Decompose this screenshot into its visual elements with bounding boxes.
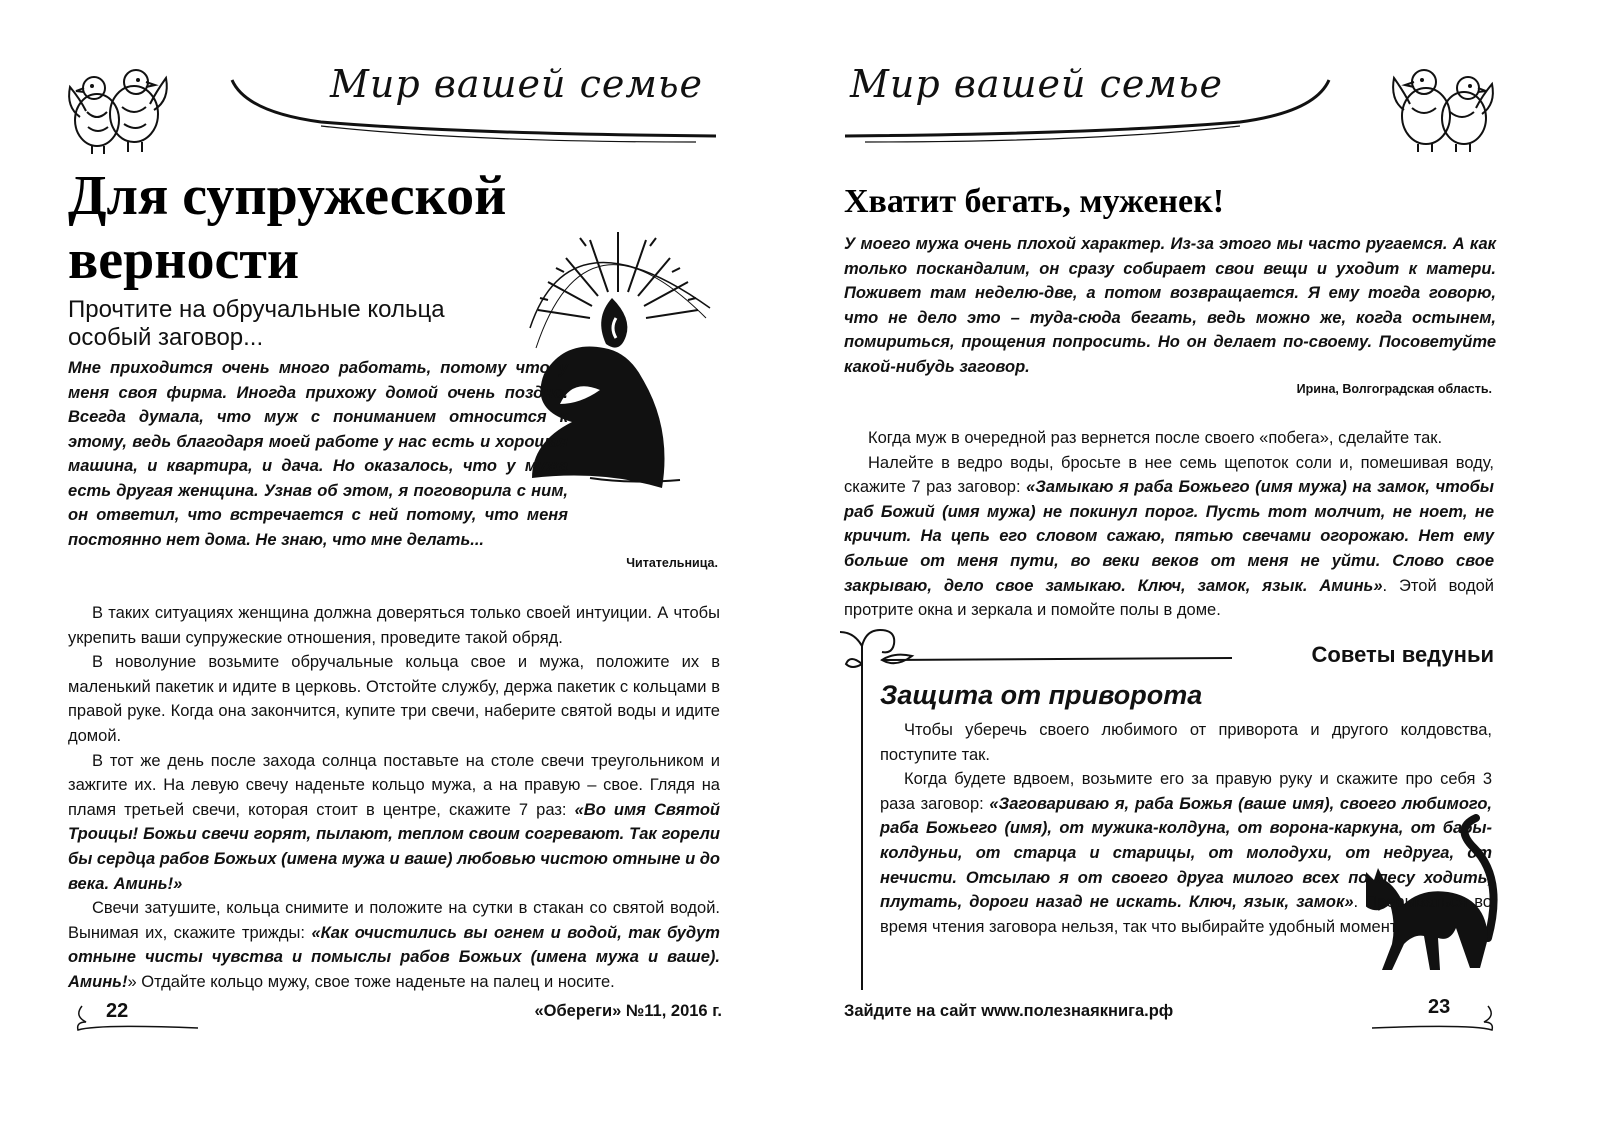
- body-paragraph: [844, 451, 1494, 623]
- page-number: 22: [106, 1000, 129, 1022]
- article-lead: Прочтите на обручальные кольца особый заговор...: [68, 296, 445, 351]
- article-title: Хватит бегать, муженек!: [844, 183, 1225, 220]
- body-text: . Прерываться во время чтения заговора нельзя, так что выбирайте удобный момент.: [880, 893, 1492, 936]
- body-text: » Отдайте кольцо мужу, свое тоже наденьте на палец и носите.: [127, 972, 615, 991]
- body-paragraph: Чтобы уберечь своего любимого от приворота и другого колдовства, поступите так.: [880, 721, 1492, 764]
- letter-signature: Ирина, Волгоградская область.: [1296, 382, 1492, 396]
- letter-signature: Читательница.: [626, 556, 718, 570]
- tips-box-label: Советы ведуньи: [1311, 642, 1494, 667]
- body-paragraph: В таких ситуациях женщина должна доверяться только своей интуиции. А чтобы укрепить ваши супружеские отношения, проведите такой обряд.: [68, 604, 720, 647]
- body-text: . Этой водой протрите окна и зеркала и помойте полы в доме.: [844, 576, 1495, 620]
- issue-footer: «Обереги» №11, 2016 г.: [534, 1002, 722, 1020]
- body-text: Налейте в ведро воды, бросьте в нее семь щепоток соли и, помешивая воду, скажите 7 раз заговор:: [844, 453, 1494, 497]
- article-title-line1: Для супружеской: [68, 165, 507, 227]
- article-title-line2: верности: [68, 229, 300, 291]
- body-paragraph: [880, 767, 1492, 939]
- website-footer: Зайдите на сайт www.полезнаякнига.рф: [844, 1002, 1174, 1020]
- incantation-text: «Замыкаю я раба Божьего (имя мужа) на замок, чтобы раб Божий (имя мужа) не покинул порог. Пусть тот молчит, не ноет, не кричит. На цепь его словом сажаю, пятью свечами огорожаю. Нет ему больше от меня пути, во веки веков от меня не уйти. Слово свое закрываю, дело свое замыкаю. Ключ, замок, язык. Аминь»: [844, 478, 1494, 595]
- section-header: Мир вашей семье: [850, 62, 1224, 106]
- body-paragraph: Когда муж в очередной раз вернется после своего «побега», сделайте так.: [868, 429, 1443, 447]
- tips-box-title: Защита от приворота: [880, 680, 1203, 710]
- incantation-text: «Как очистились вы огнем и водой, так будут отныне чисты чувства и помыслы рабов Божьих (имена мужа и ваше). Аминь!: [68, 923, 720, 991]
- body-paragraph: [68, 749, 720, 897]
- folio-ornament: [72, 1002, 202, 1038]
- article-body: [844, 426, 1494, 623]
- body-paragraph: В новолуние возьмите обручальные кольца свое и мужа, положите их в маленький пакетик и идите в церковь. Отстойте службу, держа пакетик с кольцами в правой руке. Когда она закончится, купите три свечи, наберите святой воды и идите домой.: [68, 653, 720, 745]
- right-page: [800, 0, 1600, 1134]
- article-body: [68, 601, 720, 995]
- page-number: 23: [1428, 996, 1451, 1018]
- pigeons-illustration: [62, 62, 172, 154]
- section-header: Мир вашей семье: [330, 62, 704, 106]
- article-title: [68, 164, 506, 292]
- incantation-text: «Во имя Святой Троицы! Божьи свечи горят, пылают, теплом своим согревают. Так горели бы сердца рабов Божьих (имена мужа и ваше) любовью чистою отныне и до века. Аминь!»: [68, 800, 721, 893]
- body-paragraph: [68, 896, 720, 994]
- reader-letter: У моего мужа очень плохой характер. Из-за этого мы часто ругаемся. А как только поскандалим, он сразу собирает свои вещи и уходит к матери. Поживет там неделю-две, а потом возвращается. Я ему тогда говорю, что не дело это – туда-сюда бегать, ведь можно же, когда остынем, помириться, прощения попросить. Но он делает по-своему. Посоветуйте какой-нибудь заговор.: [844, 235, 1496, 376]
- reader-letter: Мне приходится очень много работать, потому что у меня своя фирма. Иногда прихожу домой очень поздно. Всегда думала, что муж с пониманием относится к этому, ведь благодаря моей работе у нас есть и хорошая машина, и квартира, и дача. Но оказалось, что у мужа есть другая женщина. Узнав об этом, я поговорила с ним, он ответил, что встречается с ней потому, что меня постоянно нет дома. Не знаю, что мне делать...: [68, 359, 568, 549]
- body-text: В тот же день после захода солнца поставьте на столе свечи треугольником и зажгите их. На левую свечу наденьте кольцо мужа, а на правую – свое. Глядя на пламя третьей свечи, которая стоит в центре, скажите 7 раз:: [68, 751, 720, 819]
- body-text: Когда будете вдвоем, возьмите его за правую руку и скажите про себя 3 раза заговор:: [880, 770, 1492, 813]
- body-text: Свечи затушите, кольца снимите и положите на сутки в стакан со святой водой. Вынимая их, скажите трижды:: [68, 899, 720, 942]
- incantation-text: «Заговариваю я, раба Божья (ваше имя), своего любимого, раба Божьего (имя), от мужика-колдуна, от ворона-каркуна, от бабы-колдуньи, от старца и старицы, от молодухи, от недруга, от нечисти. Отсылаю я от своего друга милого всех по лесу ходить, плутать, дороги назад не искать. Ключ, язык, замок»: [880, 794, 1492, 912]
- pigeons-illustration: [1388, 60, 1498, 152]
- tips-box-body: [880, 718, 1492, 939]
